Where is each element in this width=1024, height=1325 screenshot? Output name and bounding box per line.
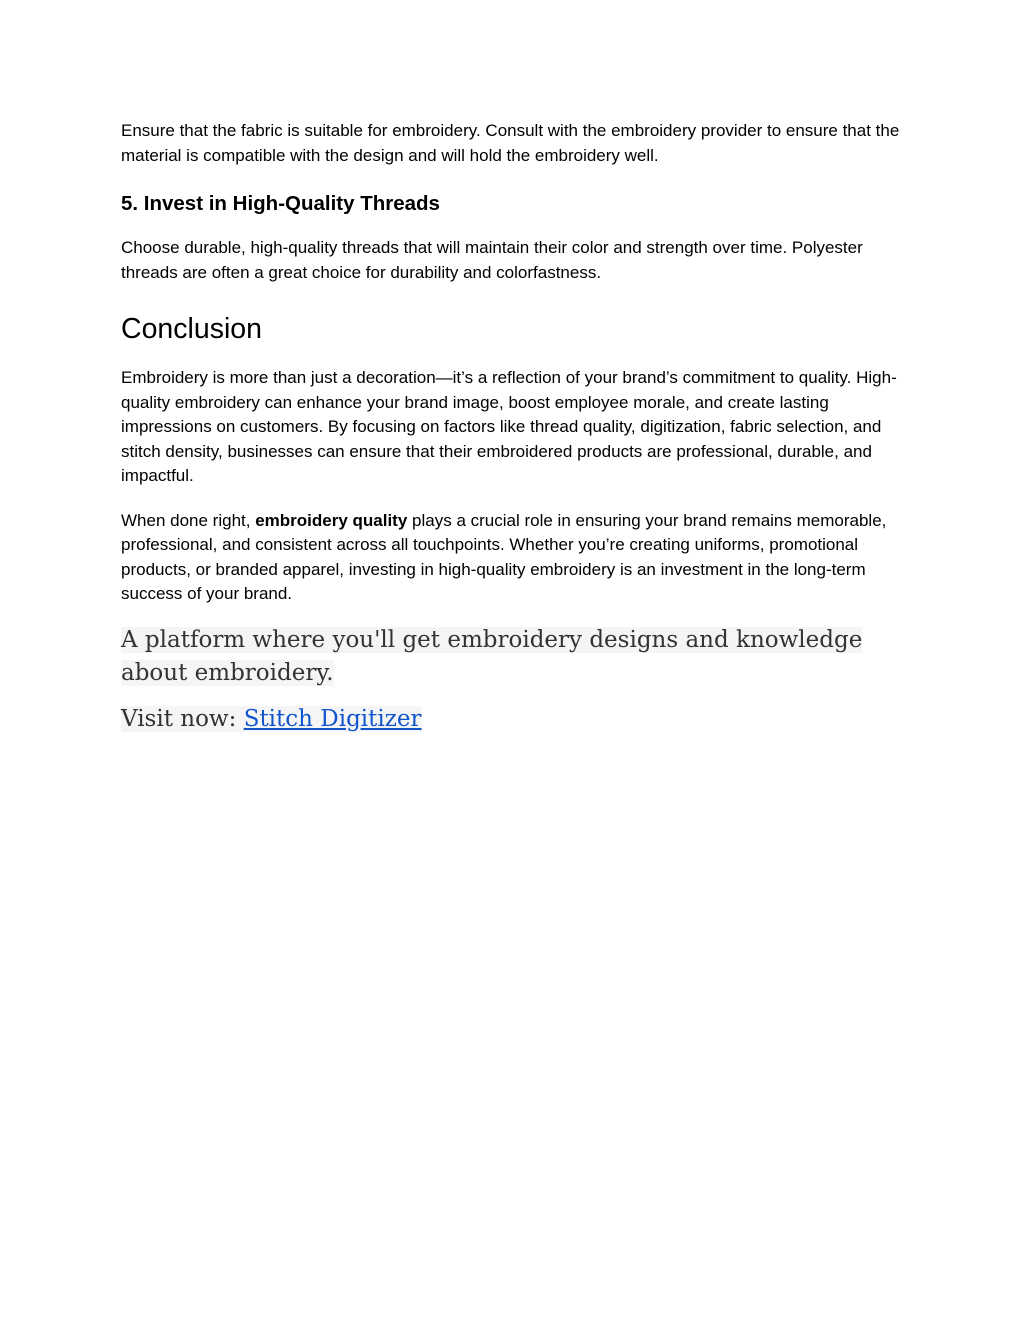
visit-label: Visit now: bbox=[121, 705, 244, 732]
emphasis-embroidery-quality: embroidery quality bbox=[255, 510, 408, 530]
section-5-paragraph: Choose durable, high-quality threads that will maintain their color and strength over time. Polyester threads are often a great choice for durability and colorfastness. bbox=[121, 238, 863, 282]
document-page bbox=[121, 119, 911, 736]
conclusion-paragraph-2-rest: plays a crucial role in ensuring your brand remains memorable, professional, and consistent across all touchpoints. Whether you’re creating uniforms, promotional products, or branded apparel, investing in high-quality embroidery is an investment in the long-term success of your brand. bbox=[121, 510, 887, 603]
intro-paragraph: Ensure that the fabric is suitable for embroidery. Consult with the embroidery provider to ensure that the material is compatible with the design and will hold the embroidery well. bbox=[121, 121, 900, 165]
conclusion-paragraph-1: Embroidery is more than just a decoration—it’s a reflection of your brand’s commitment to quality. High-quality embroidery can enhance your brand image, boost employee morale, and create lasting impressions on customers. By focusing on factors like thread quality, digitization, fabric selection, and stitch density, businesses can ensure that their embroidered products are professional, durable, and impactful. bbox=[121, 368, 897, 485]
conclusion-paragraph-2-lead: When done right, bbox=[121, 510, 256, 530]
visit-line bbox=[121, 703, 911, 736]
conclusion-heading: Conclusion bbox=[121, 313, 262, 345]
conclusion-paragraph-2 bbox=[121, 509, 911, 607]
section-5-heading: 5. Invest in High-Quality Threads bbox=[121, 192, 440, 215]
stitch-digitizer-link[interactable]: Stitch Digitizer bbox=[243, 705, 422, 732]
promo-text bbox=[121, 624, 911, 690]
promo-text-highlight: A platform where you'll get embroidery designs and knowledge about embroidery. bbox=[121, 626, 863, 686]
